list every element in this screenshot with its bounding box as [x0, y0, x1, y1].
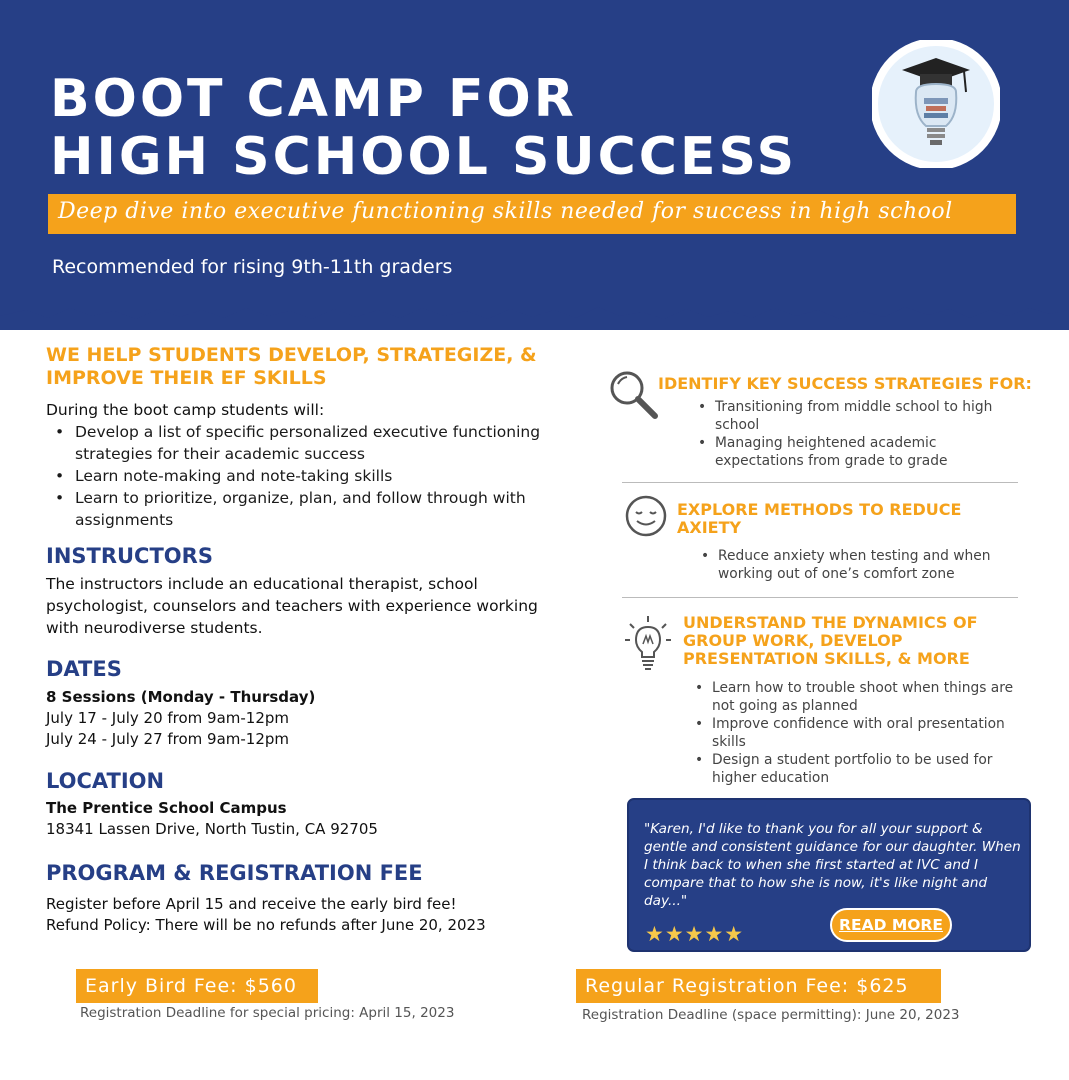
ef-heading: WE HELP STUDENTS DEVELOP, STRATEGIZE, & IMPROVE THEIR EF SKILLS	[46, 344, 537, 389]
dates-sessions: 8 Sessions (Monday - Thursday)	[46, 688, 316, 706]
torn-paper-edge	[0, 292, 1069, 340]
ef-bullet-list	[46, 421, 566, 531]
star-rating: ★★★★★	[645, 922, 745, 946]
regular-deadline: Registration Deadline (space permitting): June 20, 2023	[582, 1007, 960, 1023]
list-item: • Learn to prioritize, organize, plan, and follow through with assignments	[46, 487, 566, 531]
location-name: The Prentice School Campus	[46, 799, 287, 817]
anxiety-bullet-list	[698, 547, 1018, 583]
anxiety-list-wrap	[698, 547, 1018, 583]
fee-line-1: Register before April 15 and receive the early bird fee!	[46, 895, 457, 913]
logo	[872, 40, 1000, 168]
early-bird-deadline: Registration Deadline for special pricing: April 15, 2023	[80, 1005, 455, 1021]
list-item: • Learn note-making and note-taking skills	[46, 465, 566, 487]
section-divider	[622, 597, 1018, 598]
fee-section	[46, 860, 566, 936]
graduation-cap-lightbulb-icon	[872, 40, 1000, 168]
read-more-button[interactable]: READ MORE	[830, 908, 952, 942]
list-item: • Design a student portfolio to be used for higher education	[692, 751, 1022, 787]
dates-heading: DATES	[46, 657, 122, 681]
list-item: • Develop a list of specific personalized executive functioning strategies for their academic success	[46, 421, 566, 465]
anxiety-section	[677, 501, 997, 537]
group-work-list-wrap	[692, 679, 1022, 787]
instructors-text: The instructors include an educational therapist, school psychologist, counselors and teachers with experience working with neurodiverse students.	[46, 575, 538, 637]
testimonial-quote: "Karen, I'd like to thank you for all your support & gentle and consistent guidance for our daughter. When I think back to when she first started at IVC and I compare that to how she is now, it's like night and day..."	[644, 821, 1021, 909]
anxiety-heading: EXPLORE METHODS TO REDUCE AXIETY	[677, 500, 962, 537]
strategies-bullet-list	[695, 398, 1025, 470]
location-heading: LOCATION	[46, 769, 165, 793]
smiley-face-icon	[624, 494, 668, 538]
strategies-list-wrap	[695, 398, 1025, 470]
list-item: • Learn how to trouble shoot when things are not going as planned	[692, 679, 1022, 715]
testimonial-card	[627, 798, 1031, 952]
early-bird-fee-badge: Early Bird Fee: $560	[76, 969, 318, 1003]
group-work-heading: UNDERSTAND THE DYNAMICS OF GROUP WORK, DEVELOP PRESENTATION SKILLS, & MORE	[683, 613, 978, 668]
page-title: BOOT CAMP FOR HIGH SCHOOL SUCCESS	[50, 69, 798, 187]
list-item: • Managing heightened academic expectations from grade to grade	[695, 434, 1025, 470]
tagline: Deep dive into executive functioning skills needed for success in high school	[58, 199, 953, 224]
list-item: • Improve confidence with oral presentation skills	[692, 715, 1022, 751]
lightbulb-icon	[624, 614, 672, 672]
section-divider	[622, 482, 1018, 483]
instructors-heading: INSTRUCTORS	[46, 544, 213, 568]
list-item: • Transitioning from middle school to high school	[695, 398, 1025, 434]
group-work-section	[683, 614, 1003, 668]
location-section	[46, 768, 546, 840]
recommended-grades: Recommended for rising 9th-11th graders	[52, 256, 453, 278]
strategies-heading: IDENTIFY KEY SUCCESS STRATEGIES FOR:	[658, 374, 1032, 393]
dates-line-2: July 24 - July 27 from 9am-12pm	[46, 730, 290, 748]
regular-fee-badge: Regular Registration Fee: $625	[576, 969, 941, 1003]
list-item: • Reduce anxiety when testing and when working out of one’s comfort zone	[698, 547, 1018, 583]
ef-skills-section	[46, 344, 566, 531]
group-work-bullet-list	[692, 679, 1022, 787]
fee-line-2: Refund Policy: There will be no refunds after June 20, 2023	[46, 916, 486, 934]
instructors-section	[46, 543, 546, 639]
strategies-section	[658, 375, 1043, 393]
ef-intro: During the boot camp students will:	[46, 401, 325, 419]
dates-line-1: July 17 - July 20 from 9am-12pm	[46, 709, 290, 727]
dates-section	[46, 656, 546, 750]
magnifying-glass-icon	[607, 368, 661, 422]
location-address: 18341 Lassen Drive, North Tustin, CA 92705	[46, 820, 378, 838]
fee-heading: PROGRAM & REGISTRATION FEE	[46, 861, 423, 885]
